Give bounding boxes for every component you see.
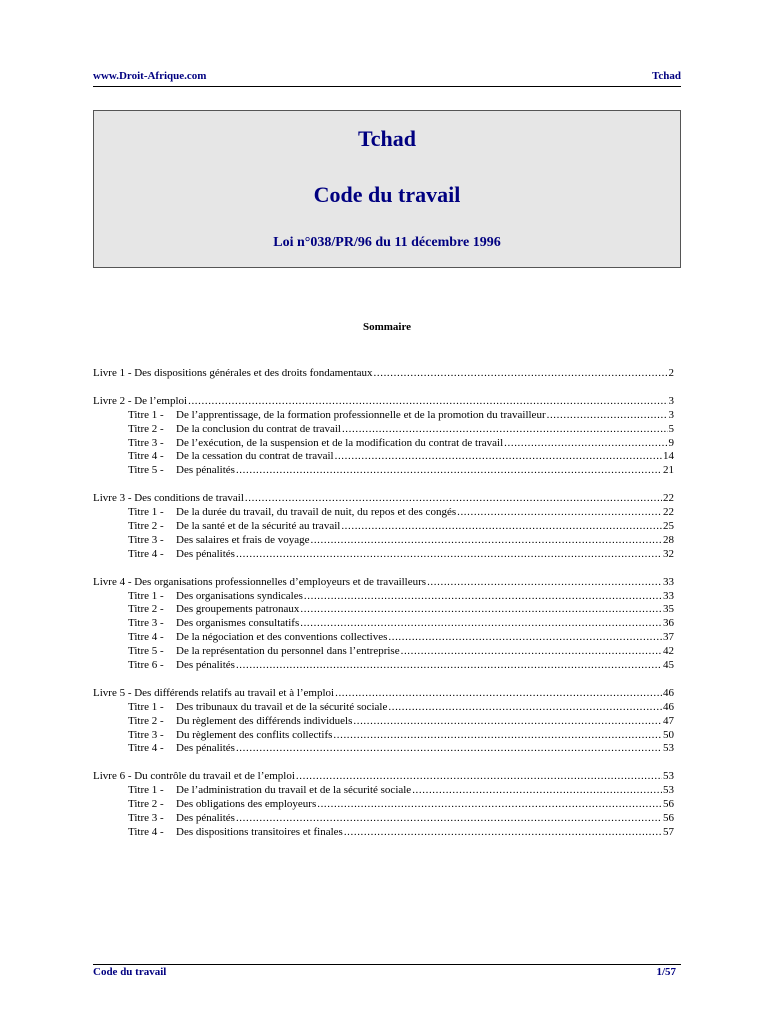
toc-page-number: 9	[668, 436, 674, 449]
toc-titre-label	[128, 534, 309, 548]
toc-titre-entry[interactable]	[93, 409, 674, 423]
toc-page-number: 33	[663, 589, 674, 602]
toc-titre-text: Des salaires et frais de voyage	[176, 533, 310, 546]
toc-titre-label	[128, 742, 235, 756]
toc-leader-dots	[335, 687, 662, 701]
toc-titre-label	[128, 548, 235, 562]
toc-titre-entry[interactable]	[93, 729, 674, 743]
toc-titre-label	[128, 812, 235, 826]
toc-page-number: 22	[663, 506, 674, 519]
toc-titre-label	[128, 701, 387, 715]
toc-titre-text: De la durée du travail, du travail de nuit, du repos et des congés	[176, 506, 457, 519]
toc-titre-text: De l’administration du travail et de la sécurité sociale	[176, 784, 412, 797]
toc-titre-entry[interactable]	[93, 617, 674, 631]
toc-book-label: Livre 1 - Des dispositions générales et des droits fondamentaux	[93, 367, 373, 379]
toc-book-label: Livre 3 - Des conditions de travail	[93, 492, 244, 505]
toc-page-number: 2	[668, 367, 674, 379]
document-title: Code du travail	[313, 182, 461, 207]
toc-book-group	[93, 770, 674, 839]
toc-titre-prefix: Titre 1 -	[128, 589, 164, 602]
toc-book-label: Livre 5 - Des différends relatifs au travail et à l’emploi	[93, 686, 335, 699]
toc-page-number: 47	[663, 714, 674, 727]
toc-leader-dots	[236, 548, 662, 562]
toc-page-number: 5	[668, 422, 674, 435]
toc-titre-entry[interactable]	[93, 784, 674, 798]
toc-titre-entry[interactable]	[93, 590, 674, 604]
toc-leader-dots	[333, 729, 662, 743]
toc-book-entry[interactable]	[93, 492, 674, 506]
toc-titre-prefix: Titre 2 -	[128, 714, 164, 727]
toc-leader-dots	[457, 506, 662, 520]
toc-titre-label	[128, 409, 546, 423]
toc-titre-entry[interactable]	[93, 715, 674, 729]
toc-leader-dots	[335, 450, 662, 464]
toc-titre-text: Des pénalités	[176, 659, 235, 672]
footer-divider	[93, 964, 681, 965]
toc-titre-entry[interactable]	[93, 659, 674, 673]
toc-titre-entry[interactable]	[93, 450, 674, 464]
toc-titre-text: De l’exécution, de la suspension et de la modification du contrat de travail	[176, 436, 504, 449]
toc-leader-dots	[300, 603, 662, 617]
toc-titre-prefix: Titre 4 -	[128, 547, 164, 560]
toc-leader-dots	[236, 812, 662, 826]
toc-titre-label	[128, 437, 503, 451]
toc-titre-label	[128, 450, 334, 464]
toc-titre-entry[interactable]	[93, 631, 674, 645]
document-law-reference: Loi n°038/PR/96 du 11 décembre 1996	[273, 235, 501, 250]
toc-page-number: 42	[663, 645, 674, 658]
toc-book-label: Livre 4 - Des organisations professionnelles d’employeurs et de travailleurs	[93, 575, 427, 588]
toc-page-number: 53	[663, 742, 674, 755]
toc-titre-prefix: Titre 3 -	[128, 617, 164, 630]
toc-leader-dots	[304, 590, 662, 604]
toc-titre-prefix: Titre 3 -	[128, 812, 164, 825]
toc-leader-dots	[300, 617, 662, 631]
header-site-link[interactable]: www.Droit-Afrique.com	[93, 70, 207, 82]
toc-page-number: 46	[663, 686, 674, 699]
toc-titre-text: Des pénalités	[176, 812, 235, 825]
toc-titre-text: Des organisations syndicales	[176, 589, 303, 602]
toc-titre-entry[interactable]	[93, 798, 674, 812]
toc-titre-text: De l’apprentissage, de la formation professionnelle et de la promotion du travailleur	[176, 408, 546, 421]
page-header	[93, 70, 681, 82]
toc-book-group	[93, 687, 674, 756]
toc-titre-text: Des tribunaux du travail et de la sécurité sociale	[176, 700, 388, 713]
toc-leader-dots	[245, 492, 662, 506]
toc-titre-text: De la négociation et des conventions collectives	[176, 631, 388, 644]
toc-titre-entry[interactable]	[93, 548, 674, 562]
toc-page-number: 56	[663, 798, 674, 811]
toc-titre-entry[interactable]	[93, 701, 674, 715]
toc-titre-label	[128, 659, 235, 673]
toc-titre-prefix: Titre 4 -	[128, 825, 164, 838]
toc-book-group	[93, 367, 674, 381]
toc-titre-label	[128, 798, 316, 812]
toc-titre-entry[interactable]	[93, 826, 674, 840]
toc-titre-prefix: Titre 1 -	[128, 506, 164, 519]
toc-leader-dots	[344, 826, 662, 840]
toc-leader-dots	[236, 464, 662, 478]
toc-titre-entry[interactable]	[93, 645, 674, 659]
toc-titre-entry[interactable]	[93, 464, 674, 478]
toc-page-number: 45	[663, 659, 674, 672]
footer-document-name: Code du travail	[93, 966, 167, 978]
toc-book-entry[interactable]	[93, 395, 674, 409]
toc-titre-text: De la cessation du contrat de travail	[176, 450, 334, 463]
toc-titre-prefix: Titre 3 -	[128, 728, 164, 741]
toc-titre-prefix: Titre 3 -	[128, 533, 164, 546]
document-country-title: Tchad	[358, 126, 416, 151]
toc-page-number: 56	[663, 812, 674, 825]
toc-page-number: 36	[663, 617, 674, 630]
toc-titre-text: Des pénalités	[176, 547, 235, 560]
toc-leader-dots	[236, 659, 662, 673]
toc-titre-entry[interactable]	[93, 812, 674, 826]
toc-leader-dots	[236, 742, 662, 756]
toc-book-label: Livre 2 - De l’emploi	[93, 394, 188, 407]
toc-titre-prefix: Titre 2 -	[128, 422, 164, 435]
toc-titre-text: Du règlement des différends individuels	[176, 714, 353, 727]
toc-page-number: 53	[663, 770, 674, 783]
toc-titre-label	[128, 464, 235, 478]
toc-titre-label	[128, 617, 299, 631]
toc-titre-label	[128, 826, 343, 840]
footer-page-number: 1/57	[656, 966, 676, 978]
toc-leader-dots	[341, 520, 662, 534]
toc-page-number: 14	[663, 450, 674, 463]
toc-page-number: 32	[663, 547, 674, 560]
toc-titre-label	[128, 603, 299, 617]
toc-titre-entry[interactable]	[93, 437, 674, 451]
toc-book-group	[93, 576, 674, 673]
toc-page-number: 3	[668, 408, 674, 421]
toc-titre-prefix: Titre 1 -	[128, 700, 164, 713]
toc-page-number: 46	[663, 700, 674, 713]
toc-titre-entry[interactable]	[93, 423, 674, 437]
toc-titre-label	[128, 506, 456, 520]
toc-leader-dots	[547, 409, 668, 423]
toc-titre-prefix: Titre 4 -	[128, 631, 164, 644]
toc-titre-text: Des obligations des employeurs	[176, 798, 317, 811]
toc-titre-entry[interactable]	[93, 742, 674, 756]
toc-page-number: 35	[663, 603, 674, 616]
toc-titre-prefix: Titre 5 -	[128, 464, 164, 477]
toc-titre-text: Des pénalités	[176, 742, 235, 755]
toc-titre-label	[128, 715, 352, 729]
header-country: Tchad	[652, 70, 681, 82]
toc-leader-dots	[374, 367, 668, 381]
toc-page-number: 25	[663, 520, 674, 533]
toc-book-entry[interactable]	[93, 576, 674, 590]
toc-titre-prefix: Titre 6 -	[128, 659, 164, 672]
toc-page-number: 57	[663, 825, 674, 838]
toc-leader-dots	[317, 798, 662, 812]
toc-book-group	[93, 395, 674, 478]
toc-titre-text: Des dispositions transitoires et finales	[176, 825, 343, 838]
toc-leader-dots	[412, 784, 662, 798]
toc-page-number: 37	[663, 631, 674, 644]
toc-leader-dots	[353, 715, 662, 729]
toc-book-label: Livre 6 - Du contrôle du travail et de l’emploi	[93, 770, 295, 783]
toc-page-number: 33	[663, 575, 674, 588]
toc-book-group	[93, 492, 674, 561]
toc-leader-dots	[296, 770, 662, 784]
toc-leader-dots	[401, 645, 662, 659]
toc-titre-prefix: Titre 5 -	[128, 645, 164, 658]
toc-page-number: 53	[663, 784, 674, 797]
toc-leader-dots	[188, 395, 667, 409]
title-box	[93, 110, 681, 268]
toc-leader-dots	[388, 701, 662, 715]
toc-book-entry[interactable]	[93, 687, 674, 701]
toc-page-number: 50	[663, 728, 674, 741]
toc-titre-prefix: Titre 4 -	[128, 742, 164, 755]
toc-page-number: 22	[663, 492, 674, 505]
toc-titre-prefix: Titre 1 -	[128, 784, 164, 797]
toc-titre-prefix: Titre 4 -	[128, 450, 164, 463]
toc-titre-entry[interactable]	[93, 603, 674, 617]
toc-leader-dots	[310, 534, 662, 548]
toc-titre-prefix: Titre 2 -	[128, 520, 164, 533]
toc-titre-prefix: Titre 3 -	[128, 436, 164, 449]
toc-titre-text: Des organismes consultatifs	[176, 617, 300, 630]
toc-titre-text: De la conclusion du contrat de travail	[176, 422, 341, 435]
toc-page-number: 21	[663, 464, 674, 477]
page-footer	[93, 966, 676, 978]
toc-titre-label	[128, 729, 332, 743]
toc-titre-prefix: Titre 2 -	[128, 603, 164, 616]
toc-titre-text: Des pénalités	[176, 464, 235, 477]
toc-leader-dots	[427, 576, 662, 590]
toc-titre-label	[128, 784, 411, 798]
toc-book-entry[interactable]	[93, 367, 674, 381]
sommaire-heading: Sommaire	[362, 321, 412, 333]
toc-book-entry[interactable]	[93, 770, 674, 784]
toc-titre-text: De la représentation du personnel dans l’entreprise	[176, 645, 400, 658]
toc-titre-entry[interactable]	[93, 520, 674, 534]
toc-titre-text: Du règlement des conflits collectifs	[176, 728, 333, 741]
toc-titre-prefix: Titre 2 -	[128, 798, 164, 811]
toc-titre-prefix: Titre 1 -	[128, 408, 164, 421]
toc-titre-text: Des groupements patronaux	[176, 603, 300, 616]
toc-titre-entry[interactable]	[93, 534, 674, 548]
toc-titre-text: De la santé et de la sécurité au travail	[176, 520, 341, 533]
toc-titre-label	[128, 520, 340, 534]
toc-titre-label	[128, 590, 303, 604]
table-of-contents	[93, 367, 674, 854]
toc-leader-dots	[342, 423, 668, 437]
toc-page-number: 3	[668, 394, 674, 407]
toc-leader-dots	[388, 631, 662, 645]
toc-titre-entry[interactable]	[93, 506, 674, 520]
header-divider	[93, 86, 681, 87]
toc-titre-label	[128, 631, 387, 645]
toc-titre-label	[128, 423, 341, 437]
toc-leader-dots	[504, 437, 667, 451]
toc-titre-label	[128, 645, 400, 659]
toc-page-number: 28	[663, 533, 674, 546]
